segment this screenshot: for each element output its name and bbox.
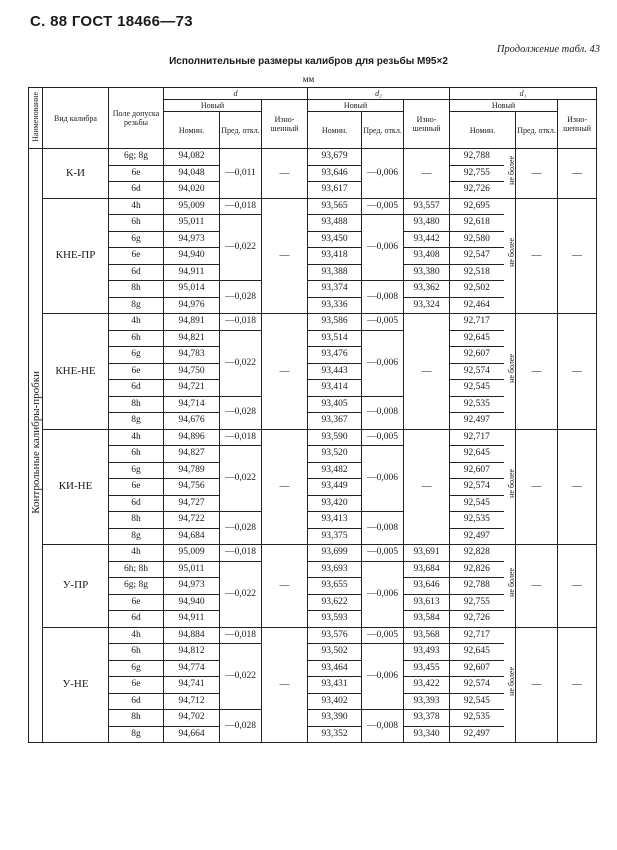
d-nominal: 94,676 bbox=[164, 413, 220, 430]
d1-nominal: 92,755 bbox=[450, 165, 504, 182]
d1-nominal: 92,607 bbox=[450, 347, 504, 364]
d-deviation: —0,022 bbox=[220, 644, 262, 710]
d1-ne-bolee bbox=[504, 198, 516, 314]
d-deviation: —0,022 bbox=[220, 330, 262, 396]
header-d1: d₁ bbox=[450, 88, 597, 100]
d1-nominal: 92,788 bbox=[450, 578, 504, 595]
ne-bolee-label: не более bbox=[506, 353, 516, 383]
header-vid-kalibra: Вид калибра bbox=[43, 88, 109, 149]
d1-nominal: 92,497 bbox=[450, 726, 504, 743]
gauge-type: КНЕ-НЕ bbox=[43, 314, 109, 430]
tolerance-field: 8h bbox=[109, 281, 164, 298]
d1-nominal: 92,574 bbox=[450, 363, 504, 380]
d2-worn: 93,442 bbox=[404, 231, 450, 248]
table-row bbox=[29, 545, 597, 562]
d2-deviation: —0,005 bbox=[362, 627, 404, 644]
d1-nominal: 92,535 bbox=[450, 710, 504, 727]
d2-deviation: —0,008 bbox=[362, 281, 404, 314]
d2-nominal: 93,367 bbox=[308, 413, 362, 430]
tolerance-field: 6g bbox=[109, 462, 164, 479]
d-deviation: —0,018 bbox=[220, 429, 262, 446]
d2-worn: — bbox=[404, 149, 450, 199]
d2-nominal: 93,390 bbox=[308, 710, 362, 727]
d1-nominal: 92,755 bbox=[450, 594, 504, 611]
d2-worn: 93,380 bbox=[404, 264, 450, 281]
header-d-pred: Пред. откл. bbox=[220, 112, 262, 149]
d2-worn: 93,393 bbox=[404, 693, 450, 710]
d-worn: — bbox=[262, 149, 308, 199]
tolerance-field: 6e bbox=[109, 248, 164, 265]
d2-nominal: 93,617 bbox=[308, 182, 362, 199]
d1-nominal: 92,645 bbox=[450, 446, 504, 463]
d2-nominal: 93,520 bbox=[308, 446, 362, 463]
tolerance-field: 8h bbox=[109, 512, 164, 529]
d-deviation: —0,028 bbox=[220, 396, 262, 429]
d-worn: — bbox=[262, 627, 308, 743]
ne-bolee-label: не более bbox=[506, 568, 516, 598]
d2-nominal: 93,388 bbox=[308, 264, 362, 281]
d2-worn: 93,480 bbox=[404, 215, 450, 232]
d1-nominal: 92,464 bbox=[450, 297, 504, 314]
header-d-novyi: Новый bbox=[164, 100, 262, 112]
tolerance-field: 6e bbox=[109, 479, 164, 496]
table-row bbox=[29, 627, 597, 644]
d-nominal: 94,750 bbox=[164, 363, 220, 380]
d-nominal: 94,789 bbox=[164, 462, 220, 479]
d-nominal: 94,020 bbox=[164, 182, 220, 199]
d1-nominal: 92,607 bbox=[450, 462, 504, 479]
d-nominal: 94,702 bbox=[164, 710, 220, 727]
d-nominal: 94,712 bbox=[164, 693, 220, 710]
d2-nominal: 93,590 bbox=[308, 429, 362, 446]
d2-worn: 93,557 bbox=[404, 198, 450, 215]
group-label-cell bbox=[29, 149, 43, 743]
d2-deviation: —0,006 bbox=[362, 215, 404, 281]
ne-bolee-label: не более bbox=[506, 238, 516, 268]
d1-nominal: 92,497 bbox=[450, 413, 504, 430]
gauge-type: У-НЕ bbox=[43, 627, 109, 743]
d1-nominal: 92,618 bbox=[450, 215, 504, 232]
d2-nominal: 93,352 bbox=[308, 726, 362, 743]
d1-nominal: 92,717 bbox=[450, 314, 504, 331]
table-row bbox=[29, 314, 597, 331]
tolerance-field: 4h bbox=[109, 429, 164, 446]
d2-worn: 93,691 bbox=[404, 545, 450, 562]
d-nominal: 94,911 bbox=[164, 264, 220, 281]
gauge-type: У-ПР bbox=[43, 545, 109, 628]
header-d-iznosh: Изно-шенный bbox=[262, 100, 308, 149]
tolerance-field: 8g bbox=[109, 726, 164, 743]
d1-nominal: 92,788 bbox=[450, 149, 504, 166]
tolerance-field: 6g; 8g bbox=[109, 578, 164, 595]
d-nominal: 95,009 bbox=[164, 198, 220, 215]
table-row bbox=[29, 198, 597, 215]
d2-nominal: 93,420 bbox=[308, 495, 362, 512]
d1-nominal: 92,535 bbox=[450, 396, 504, 413]
gauge-type: КИ-НЕ bbox=[43, 429, 109, 545]
header-d: d bbox=[164, 88, 308, 100]
d-nominal: 94,722 bbox=[164, 512, 220, 529]
d1-nominal: 92,726 bbox=[450, 182, 504, 199]
d2-nominal: 93,693 bbox=[308, 561, 362, 578]
d2-deviation: —0,008 bbox=[362, 396, 404, 429]
d-nominal: 94,973 bbox=[164, 578, 220, 595]
ne-bolee-label: не более bbox=[506, 469, 516, 499]
header-d2-pred: Пред. откл. bbox=[362, 112, 404, 149]
d2-nominal: 93,374 bbox=[308, 281, 362, 298]
d-deviation: —0,022 bbox=[220, 446, 262, 512]
d1-ne-bolee bbox=[504, 314, 516, 430]
d2-worn: 93,684 bbox=[404, 561, 450, 578]
d2-nominal: 93,336 bbox=[308, 297, 362, 314]
d2-nominal: 93,413 bbox=[308, 512, 362, 529]
d2-nominal: 93,565 bbox=[308, 198, 362, 215]
d2-nominal: 93,679 bbox=[308, 149, 362, 166]
gauge-type: К-И bbox=[43, 149, 109, 199]
d-nominal: 94,812 bbox=[164, 644, 220, 661]
d2-nominal: 93,418 bbox=[308, 248, 362, 265]
d1-nominal: 92,502 bbox=[450, 281, 504, 298]
d2-worn: 93,362 bbox=[404, 281, 450, 298]
d-deviation: —0,022 bbox=[220, 215, 262, 281]
d-nominal: 94,684 bbox=[164, 528, 220, 545]
d1-nominal: 92,695 bbox=[450, 198, 504, 215]
tolerance-field: 6g bbox=[109, 660, 164, 677]
d1-deviation: — bbox=[516, 627, 558, 743]
tolerance-field: 4h bbox=[109, 314, 164, 331]
d2-deviation: —0,006 bbox=[362, 446, 404, 512]
d-nominal: 94,721 bbox=[164, 380, 220, 397]
d2-worn: 93,340 bbox=[404, 726, 450, 743]
d2-worn: — bbox=[404, 314, 450, 430]
d-deviation: —0,011 bbox=[220, 149, 262, 199]
d-nominal: 94,783 bbox=[164, 347, 220, 364]
tolerance-field: 6h; 8h bbox=[109, 561, 164, 578]
d2-worn: 93,584 bbox=[404, 611, 450, 628]
gauge-dimensions-table bbox=[28, 87, 597, 743]
tolerance-field: 8g bbox=[109, 528, 164, 545]
d1-nominal: 92,518 bbox=[450, 264, 504, 281]
d2-deviation: —0,006 bbox=[362, 330, 404, 396]
unit-label: мм bbox=[302, 74, 315, 84]
d2-deviation: —0,005 bbox=[362, 545, 404, 562]
d2-worn: 93,568 bbox=[404, 627, 450, 644]
d2-nominal: 93,502 bbox=[308, 644, 362, 661]
header-d2-iznosh: Изно-шенный bbox=[404, 100, 450, 149]
tolerance-field: 6d bbox=[109, 182, 164, 199]
d1-deviation: — bbox=[516, 314, 558, 430]
tolerance-field: 6h bbox=[109, 330, 164, 347]
d-nominal: 94,048 bbox=[164, 165, 220, 182]
tolerance-field: 4h bbox=[109, 545, 164, 562]
d1-worn: — bbox=[558, 627, 597, 743]
header-d1-nomin: Номин. bbox=[450, 112, 516, 149]
tolerance-field: 6e bbox=[109, 363, 164, 380]
d-nominal: 94,827 bbox=[164, 446, 220, 463]
tolerance-field: 6g bbox=[109, 231, 164, 248]
d-nominal: 94,727 bbox=[164, 495, 220, 512]
table-body bbox=[29, 149, 597, 743]
d-deviation: —0,018 bbox=[220, 314, 262, 331]
d2-nominal: 93,402 bbox=[308, 693, 362, 710]
group-label: Контрольные калибры-пробки bbox=[30, 371, 42, 514]
d1-nominal: 92,717 bbox=[450, 627, 504, 644]
ne-bolee-label: не более bbox=[506, 667, 516, 697]
tolerance-field: 8g bbox=[109, 413, 164, 430]
d-nominal: 94,664 bbox=[164, 726, 220, 743]
ne-bolee-label: не более bbox=[506, 155, 516, 185]
d-nominal: 94,714 bbox=[164, 396, 220, 413]
tolerance-field: 6d bbox=[109, 495, 164, 512]
d2-nominal: 93,449 bbox=[308, 479, 362, 496]
d1-worn: — bbox=[558, 545, 597, 628]
d2-nominal: 93,586 bbox=[308, 314, 362, 331]
tolerance-field: 8h bbox=[109, 396, 164, 413]
d-nominal: 94,896 bbox=[164, 429, 220, 446]
d-deviation: —0,018 bbox=[220, 627, 262, 644]
tolerance-field: 4h bbox=[109, 627, 164, 644]
d2-nominal: 93,699 bbox=[308, 545, 362, 562]
d-worn: — bbox=[262, 314, 308, 430]
d1-worn: — bbox=[558, 198, 597, 314]
tolerance-field: 6g; 8g bbox=[109, 149, 164, 166]
d-deviation: —0,028 bbox=[220, 281, 262, 314]
d2-deviation: —0,006 bbox=[362, 644, 404, 710]
d2-nominal: 93,476 bbox=[308, 347, 362, 364]
d2-deviation: —0,005 bbox=[362, 314, 404, 331]
d-nominal: 95,011 bbox=[164, 215, 220, 232]
d2-deviation: —0,008 bbox=[362, 710, 404, 743]
header-d2-novyi: Новый bbox=[308, 100, 404, 112]
d-worn: — bbox=[262, 545, 308, 628]
tolerance-field: 8h bbox=[109, 710, 164, 727]
d1-nominal: 92,497 bbox=[450, 528, 504, 545]
d1-worn: — bbox=[558, 149, 597, 199]
tolerance-field: 6d bbox=[109, 380, 164, 397]
d-nominal: 94,940 bbox=[164, 594, 220, 611]
d2-deviation: —0,005 bbox=[362, 198, 404, 215]
continuation-note: Продолжение табл. 43 bbox=[496, 44, 600, 55]
tolerance-field: 6e bbox=[109, 165, 164, 182]
d1-nominal: 92,717 bbox=[450, 429, 504, 446]
d1-ne-bolee bbox=[504, 429, 516, 545]
d1-nominal: 92,726 bbox=[450, 611, 504, 628]
tolerance-field: 4h bbox=[109, 198, 164, 215]
d-deviation: —0,018 bbox=[220, 198, 262, 215]
header-pole-dopuska: Поле допуска резьбы bbox=[109, 88, 164, 149]
header-d1-pred: Пред. откл. bbox=[516, 112, 558, 149]
table-row bbox=[29, 149, 597, 166]
d2-deviation: —0,006 bbox=[362, 561, 404, 627]
d1-nominal: 92,574 bbox=[450, 479, 504, 496]
d1-deviation: — bbox=[516, 429, 558, 545]
d-nominal: 95,011 bbox=[164, 561, 220, 578]
d-nominal: 94,741 bbox=[164, 677, 220, 694]
d1-nominal: 92,574 bbox=[450, 677, 504, 694]
d2-deviation: —0,006 bbox=[362, 149, 404, 199]
d1-deviation: — bbox=[516, 198, 558, 314]
d-nominal: 94,884 bbox=[164, 627, 220, 644]
d2-nominal: 93,443 bbox=[308, 363, 362, 380]
d-nominal: 95,009 bbox=[164, 545, 220, 562]
d2-worn: 93,422 bbox=[404, 677, 450, 694]
tolerance-field: 6h bbox=[109, 644, 164, 661]
d1-deviation: — bbox=[516, 545, 558, 628]
tolerance-field: 6h bbox=[109, 446, 164, 463]
d-nominal: 94,911 bbox=[164, 611, 220, 628]
tolerance-field: 6e bbox=[109, 594, 164, 611]
d2-nominal: 93,514 bbox=[308, 330, 362, 347]
d2-nominal: 93,414 bbox=[308, 380, 362, 397]
header-d1-iznosh: Изно-шенный bbox=[558, 100, 597, 149]
d1-nominal: 92,607 bbox=[450, 660, 504, 677]
tolerance-field: 6d bbox=[109, 611, 164, 628]
d2-nominal: 93,576 bbox=[308, 627, 362, 644]
d1-worn: — bbox=[558, 429, 597, 545]
d2-nominal: 93,431 bbox=[308, 677, 362, 694]
d1-deviation: — bbox=[516, 149, 558, 199]
d-deviation: —0,018 bbox=[220, 545, 262, 562]
d1-nominal: 92,826 bbox=[450, 561, 504, 578]
d2-nominal: 93,622 bbox=[308, 594, 362, 611]
tolerance-field: 6h bbox=[109, 215, 164, 232]
d2-nominal: 93,405 bbox=[308, 396, 362, 413]
d-nominal: 94,973 bbox=[164, 231, 220, 248]
d2-worn: 93,493 bbox=[404, 644, 450, 661]
d2-worn: 93,455 bbox=[404, 660, 450, 677]
d-nominal: 94,082 bbox=[164, 149, 220, 166]
tolerance-field: 6d bbox=[109, 264, 164, 281]
header-naimenovanie: Наименование bbox=[29, 88, 43, 149]
header-d2-nomin: Номин. bbox=[308, 112, 362, 149]
d-nominal: 94,891 bbox=[164, 314, 220, 331]
d1-nominal: 92,828 bbox=[450, 545, 504, 562]
d2-worn: 93,613 bbox=[404, 594, 450, 611]
d-nominal: 94,774 bbox=[164, 660, 220, 677]
d-deviation: —0,028 bbox=[220, 710, 262, 743]
d1-nominal: 92,545 bbox=[450, 495, 504, 512]
d2-deviation: —0,008 bbox=[362, 512, 404, 545]
header-d1-novyi: Новый bbox=[450, 100, 558, 112]
tolerance-field: 6g bbox=[109, 347, 164, 364]
d1-nominal: 92,580 bbox=[450, 231, 504, 248]
d-nominal: 94,976 bbox=[164, 297, 220, 314]
d1-worn: — bbox=[558, 314, 597, 430]
d-deviation: —0,028 bbox=[220, 512, 262, 545]
d-nominal: 95,014 bbox=[164, 281, 220, 298]
d2-nominal: 93,482 bbox=[308, 462, 362, 479]
d-nominal: 94,940 bbox=[164, 248, 220, 265]
d1-nominal: 92,545 bbox=[450, 693, 504, 710]
d-worn: — bbox=[262, 198, 308, 314]
d2-worn: 93,646 bbox=[404, 578, 450, 595]
table-row bbox=[29, 429, 597, 446]
d1-nominal: 92,645 bbox=[450, 330, 504, 347]
header-d-nomin: Номин. bbox=[164, 112, 220, 149]
d2-worn: — bbox=[404, 429, 450, 545]
d2-nominal: 93,450 bbox=[308, 231, 362, 248]
header-d2: d₂ bbox=[308, 88, 450, 100]
tolerance-field: 8g bbox=[109, 297, 164, 314]
d1-nominal: 92,545 bbox=[450, 380, 504, 397]
table-title: Исполнительные размеры калибров для резьбы М95×2 bbox=[169, 56, 448, 67]
d1-nominal: 92,535 bbox=[450, 512, 504, 529]
d1-nominal: 92,547 bbox=[450, 248, 504, 265]
d-nominal: 94,756 bbox=[164, 479, 220, 496]
d1-nominal: 92,645 bbox=[450, 644, 504, 661]
gauge-type: КНЕ-ПР bbox=[43, 198, 109, 314]
d2-nominal: 93,375 bbox=[308, 528, 362, 545]
d-deviation: —0,022 bbox=[220, 561, 262, 627]
d2-deviation: —0,005 bbox=[362, 429, 404, 446]
d2-worn: 93,324 bbox=[404, 297, 450, 314]
tolerance-field: 6e bbox=[109, 677, 164, 694]
d2-nominal: 93,593 bbox=[308, 611, 362, 628]
d1-ne-bolee bbox=[504, 149, 516, 199]
tolerance-field: 6d bbox=[109, 693, 164, 710]
d2-worn: 93,378 bbox=[404, 710, 450, 727]
d2-nominal: 93,488 bbox=[308, 215, 362, 232]
d2-nominal: 93,646 bbox=[308, 165, 362, 182]
d1-ne-bolee bbox=[504, 545, 516, 628]
d-worn: — bbox=[262, 429, 308, 545]
d2-nominal: 93,464 bbox=[308, 660, 362, 677]
d2-worn: 93,408 bbox=[404, 248, 450, 265]
d-nominal: 94,821 bbox=[164, 330, 220, 347]
d2-nominal: 93,655 bbox=[308, 578, 362, 595]
page-reference: С. 88 ГОСТ 18466—73 bbox=[30, 13, 193, 30]
d1-ne-bolee bbox=[504, 627, 516, 743]
